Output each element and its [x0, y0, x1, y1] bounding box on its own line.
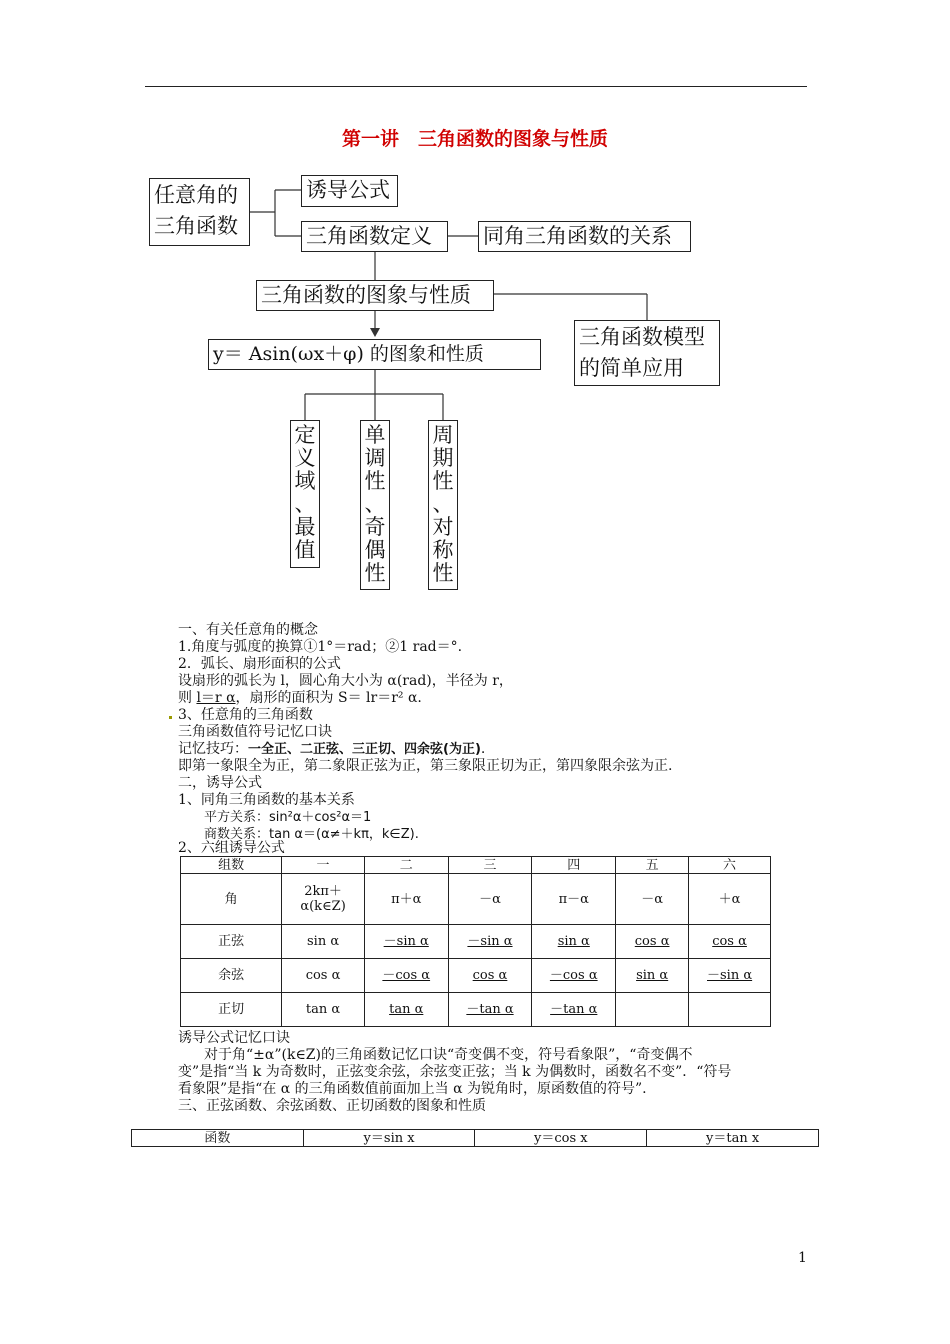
- text-part: ，扇形的面积为 S＝ lr＝r² α.: [235, 690, 422, 706]
- col2-char: 、: [364, 492, 386, 516]
- col1-char: 最: [294, 515, 316, 539]
- text-line: 2．弧长、扇形面积的公式: [178, 656, 341, 672]
- text-part: .: [480, 741, 486, 757]
- table-cell: y＝sin x: [303, 1130, 475, 1147]
- table-cell: cos α: [689, 925, 771, 959]
- induction-table: [180, 856, 771, 1027]
- table-cell: cos α: [616, 925, 689, 959]
- table-cell: －tan α: [448, 993, 532, 1027]
- marker-dot: [169, 716, 172, 719]
- table-cell: [616, 993, 689, 1027]
- text-line: 诱导公式记忆口诀: [178, 1030, 290, 1046]
- node-model: [574, 320, 720, 386]
- text-line: 平方关系：sin²α＋cos²α＝1: [204, 810, 372, 825]
- node-monotonic: [360, 420, 390, 590]
- table-cell: 四: [532, 857, 616, 874]
- col3-char: 对: [432, 515, 454, 539]
- text-line: 1.角度与弧度的换算①1°＝rad；②1 rad＝°.: [178, 639, 463, 655]
- col1-char: 值: [294, 538, 316, 562]
- table-cell: π－α: [532, 874, 616, 925]
- text-line: [178, 690, 422, 707]
- col3-char: 期: [432, 446, 454, 470]
- node-model-line1: 三角函数模型: [579, 325, 705, 349]
- table-cell: y＝cos x: [475, 1130, 647, 1147]
- col2-char: 偶: [364, 538, 386, 562]
- col2-char: 调: [364, 446, 386, 470]
- table-cell: cos α: [282, 959, 365, 993]
- table-cell: 函数: [132, 1130, 304, 1147]
- col3-char: 周: [432, 423, 454, 447]
- text-part: 则: [178, 690, 197, 706]
- text-line: 3、任意角的三角函数: [178, 707, 313, 723]
- section-2-heading: 二，诱导公式: [178, 775, 262, 791]
- text-line: 1、同角三角函数的基本关系: [178, 792, 355, 808]
- node-induction: 诱导公式: [301, 175, 398, 207]
- text-line: 对于角“±α”(k∈Z)的三角函数记忆口诀“奇变偶不变，符号看象限”，“奇变偶不: [204, 1047, 693, 1063]
- table-cell: cos α: [448, 959, 532, 993]
- table-cell: π＋α: [364, 874, 448, 925]
- text-underlined: l＝r α: [196, 690, 236, 706]
- node-model-line2: 的简单应用: [579, 356, 684, 380]
- table-cell: 组数: [181, 857, 282, 874]
- section-1-heading: 一、有关任意角的概念: [178, 622, 318, 638]
- table-cell: ＋α: [689, 874, 771, 925]
- section-3-heading: 三、正弦函数、余弦函数、正切函数的图象和性质: [178, 1098, 486, 1114]
- text-line: 即第一象限全为正，第二象限正弦为正，第三象限正切为正，第四象限余弦为正.: [178, 758, 673, 774]
- table-cell: 一: [282, 857, 365, 874]
- text-line: 设扇形的弧长为 l，圆心角大小为 α(rad)，半径为 r，: [178, 673, 513, 689]
- table-cell: 角: [181, 874, 282, 925]
- node-root-line1: 任意角的: [154, 183, 238, 207]
- table-cell: tan α: [364, 993, 448, 1027]
- table-cell: tan α: [282, 993, 365, 1027]
- table-cell: 二: [364, 857, 448, 874]
- text-bold: 一全正、二正弦、三正切、四余弦(为正): [248, 742, 481, 757]
- text-line: 变”是指“当 k 为奇数时，正弦变余弦，余弦变正弦；当 k 为偶数时，函数名不变”．“符号: [178, 1064, 732, 1080]
- text-line: 商数关系：tan α＝(α≠＋kπ，k∈Z).: [204, 827, 419, 842]
- col2-char: 性: [364, 469, 386, 493]
- table-cell: －α: [448, 874, 532, 925]
- col3-char: 称: [432, 538, 454, 562]
- table-cell: sin α: [282, 925, 365, 959]
- table-cell: 三: [448, 857, 532, 874]
- table-cell: －cos α: [532, 959, 616, 993]
- col2-char: 性: [364, 561, 386, 585]
- function-table: [131, 1129, 819, 1147]
- text-line: 三角函数值符号记忆口诀: [178, 724, 332, 740]
- node-asin: y＝ Asin(ωx＋φ) 的图象和性质: [208, 339, 541, 370]
- table-cell: －α: [616, 874, 689, 925]
- col3-char: 性: [432, 469, 454, 493]
- table-cell: 余弦: [181, 959, 282, 993]
- table-cell: 正切: [181, 993, 282, 1027]
- text-line: [178, 741, 485, 758]
- node-same-angle: 同角三角函数的关系: [478, 221, 691, 252]
- table-cell: y＝tan x: [647, 1130, 819, 1147]
- col1-char: 、: [294, 492, 316, 516]
- page-number: 1: [798, 1250, 807, 1266]
- node-period: [428, 420, 458, 590]
- col3-char: 、: [432, 492, 454, 516]
- text-part: 记忆技巧：: [178, 741, 248, 757]
- table-cell: [689, 993, 771, 1027]
- node-domain: [290, 420, 320, 568]
- node-definition: 三角函数定义: [301, 221, 448, 252]
- node-root: [149, 178, 250, 246]
- node-root-line2: 三角函数: [154, 214, 238, 238]
- page-title: 第一讲 三角函数的图象与性质: [341, 128, 608, 150]
- table-cell: －sin α: [448, 925, 532, 959]
- table-cell: 五: [616, 857, 689, 874]
- node-graph: 三角函数的图象与性质: [256, 280, 494, 311]
- table-cell: sin α: [532, 925, 616, 959]
- table-cell: －cos α: [364, 959, 448, 993]
- table-cell: 2kπ＋α(k∈Z): [282, 874, 365, 925]
- table-cell: －sin α: [364, 925, 448, 959]
- col1-char: 义: [294, 446, 316, 470]
- col3-char: 性: [432, 561, 454, 585]
- table-cell: 正弦: [181, 925, 282, 959]
- col1-char: 域: [294, 469, 316, 493]
- text-line: 看象限”是指“在 α 的三角函数值前面加上当 α 为锐角时，原函数值的符号”.: [178, 1081, 647, 1097]
- table-cell: －tan α: [532, 993, 616, 1027]
- table-cell: －sin α: [689, 959, 771, 993]
- col2-char: 奇: [364, 515, 386, 539]
- text-line: 2、六组诱导公式: [178, 840, 285, 856]
- col2-char: 单: [364, 423, 386, 447]
- table-cell: 六: [689, 857, 771, 874]
- table-cell: sin α: [616, 959, 689, 993]
- col1-char: 定: [294, 423, 316, 447]
